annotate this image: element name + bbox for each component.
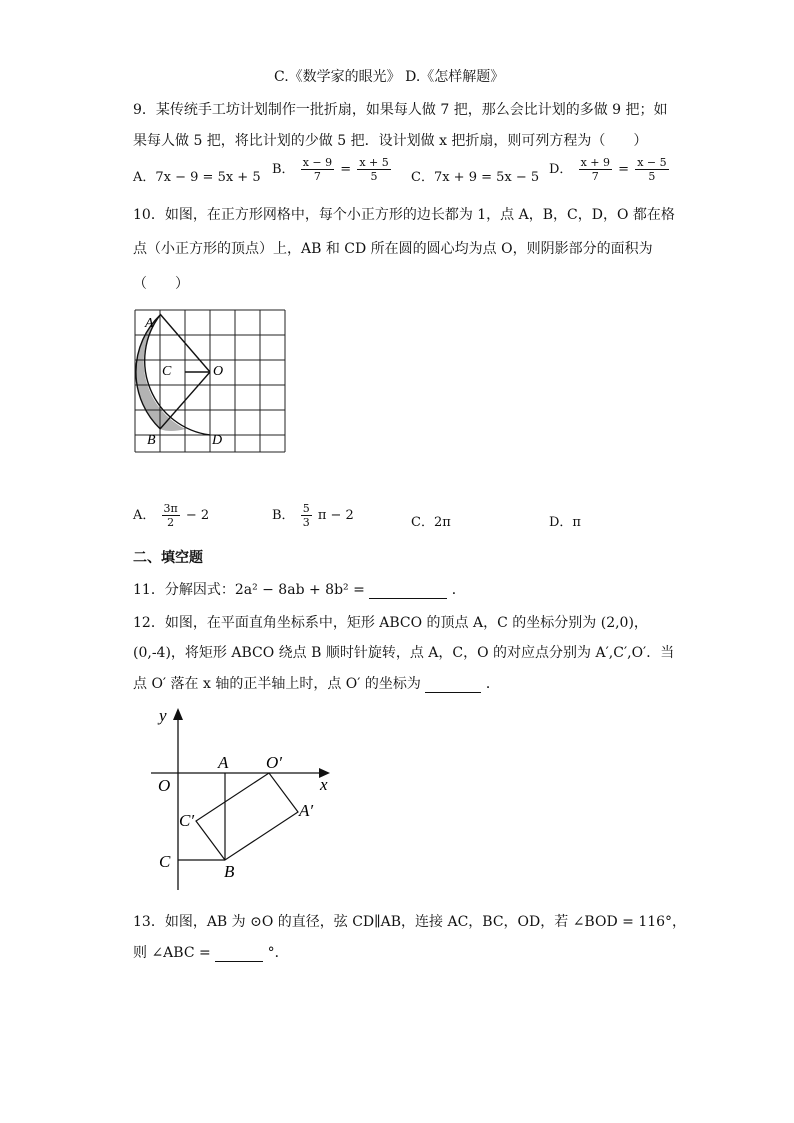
q13-line1: 13．如图，AB 为 ⊙O 的直径，弦 CD∥AB，连接 AC，BC，OD，若 ∠BOD = 116°， [133, 914, 687, 930]
q10-option-b [272, 502, 354, 529]
q9-option-a: A．7x − 9 = 5x + 5 [133, 170, 261, 185]
q12-line3 [133, 673, 500, 693]
q11-text: 11．分解因式：2a² − 8ab + 8b² = [133, 582, 365, 598]
q12-label-c-prime: C′ [179, 811, 195, 830]
q9-option-b-eq: = [340, 162, 352, 177]
q9-option-d-frac2: $\frac{x - 5}{5}$ [637, 156, 667, 183]
q12-line2: (0,-4)，将矩形 ABCO 绕点 B 顺时针旋转，点 A，C，O 的对应点分别为 A′,C′,O′．当 [133, 645, 675, 661]
q9-option-d-label: D． [549, 162, 573, 177]
q12-label-a: A [218, 753, 229, 772]
q12-line1: 12．如图，在平面直角坐标系中，矩形 ABCO 的顶点 A，C 的坐标分别为 (2,0)， [133, 615, 648, 631]
q12-label-o: O [158, 776, 171, 795]
q12-rotated-rectangle [196, 773, 298, 860]
q12-answer-blank[interactable] [425, 676, 481, 693]
q10-label-o: O [213, 364, 224, 379]
q9-option-d-eq: = [618, 162, 630, 177]
q9-option-b-frac1: $\frac{x - 9}{7}$ [302, 156, 333, 183]
q10-option-a-tail: − 2 [185, 508, 210, 523]
q10-line1: 10．如图，在正方形网格中，每个小正方形的边长都为 1，点 A，B，C，D，O 都在格 [133, 207, 675, 223]
q9-option-c: C．7x + 9 = 5x − 5 [411, 170, 540, 185]
q10-option-b-label: B． [272, 508, 295, 523]
q13-line2 [133, 942, 289, 962]
q10-option-b-tail: π − 2 [317, 508, 354, 523]
q13-line2-end: °． [267, 945, 289, 961]
q10-grid-lines [135, 310, 285, 452]
q12-label-o-prime: O′ [266, 753, 282, 772]
q10-label-a: A [145, 316, 154, 331]
q9-option-b [272, 156, 393, 183]
q12-label-b: B [224, 862, 235, 881]
q10-option-d: D．π [549, 515, 581, 530]
q11-line [133, 579, 466, 599]
q9-option-d [549, 156, 671, 183]
section-title: 二、填空题 [133, 550, 203, 566]
q10-label-c: C [162, 364, 172, 379]
q12-label-c: C [159, 852, 171, 871]
q12-line3-end: ． [485, 676, 500, 692]
q12-label-y: y [159, 706, 167, 725]
q13-answer-blank[interactable] [215, 945, 263, 962]
q10-grid-figure [130, 305, 290, 457]
q9-line1: 9．某传统手工坊计划制作一批折扇，如果每人做 7 把，那么会比计划的多做 9 把；如 [133, 102, 668, 118]
q11-answer-blank[interactable] [369, 582, 447, 599]
q10-shaded-region [136, 315, 185, 431]
q11-end: ． [451, 582, 466, 598]
q13-line2-text: 则 ∠ABC = [133, 945, 211, 961]
q10-label-b: B [147, 433, 156, 448]
q12-line3-text: 点 O′ 落在 x 轴的正半轴上时，点 O′ 的坐标为 [133, 676, 421, 692]
q9-option-d-frac1: $\frac{x + 9}{7}$ [580, 156, 610, 183]
q12-label-a-prime: A′ [299, 801, 314, 820]
q10-option-b-frac: $\frac{5}{3}$ [302, 502, 310, 529]
q9-option-b-label: B． [272, 162, 295, 177]
q10-option-c: C．2π [411, 515, 451, 530]
q9-option-b-frac2: $\frac{x + 5}{5}$ [359, 156, 389, 183]
q10-label-d: D [212, 433, 223, 448]
q10-option-a-frac: $\frac{3\pi}{2}$ [163, 502, 178, 529]
q9-line2: 果每人做 5 把，将比计划的少做 5 把．设计划做 x 把折扇，则可列方程为（ ） [133, 133, 648, 149]
q10-option-a-label: A． [133, 508, 156, 523]
q12-coordinate-figure [148, 700, 348, 895]
q12-label-x: x [320, 775, 328, 794]
q10-line3: （ ） [133, 276, 189, 292]
q10-option-a [133, 502, 209, 529]
top-options: C.《数学家的眼光》 D.《怎样解题》 [274, 69, 505, 85]
q12-y-axis-arrow [173, 708, 183, 720]
q10-line2: 点（小正方形的顶点）上，AB 和 CD 所在圆的圆心均为点 O，则阴影部分的面积为 [133, 241, 653, 257]
